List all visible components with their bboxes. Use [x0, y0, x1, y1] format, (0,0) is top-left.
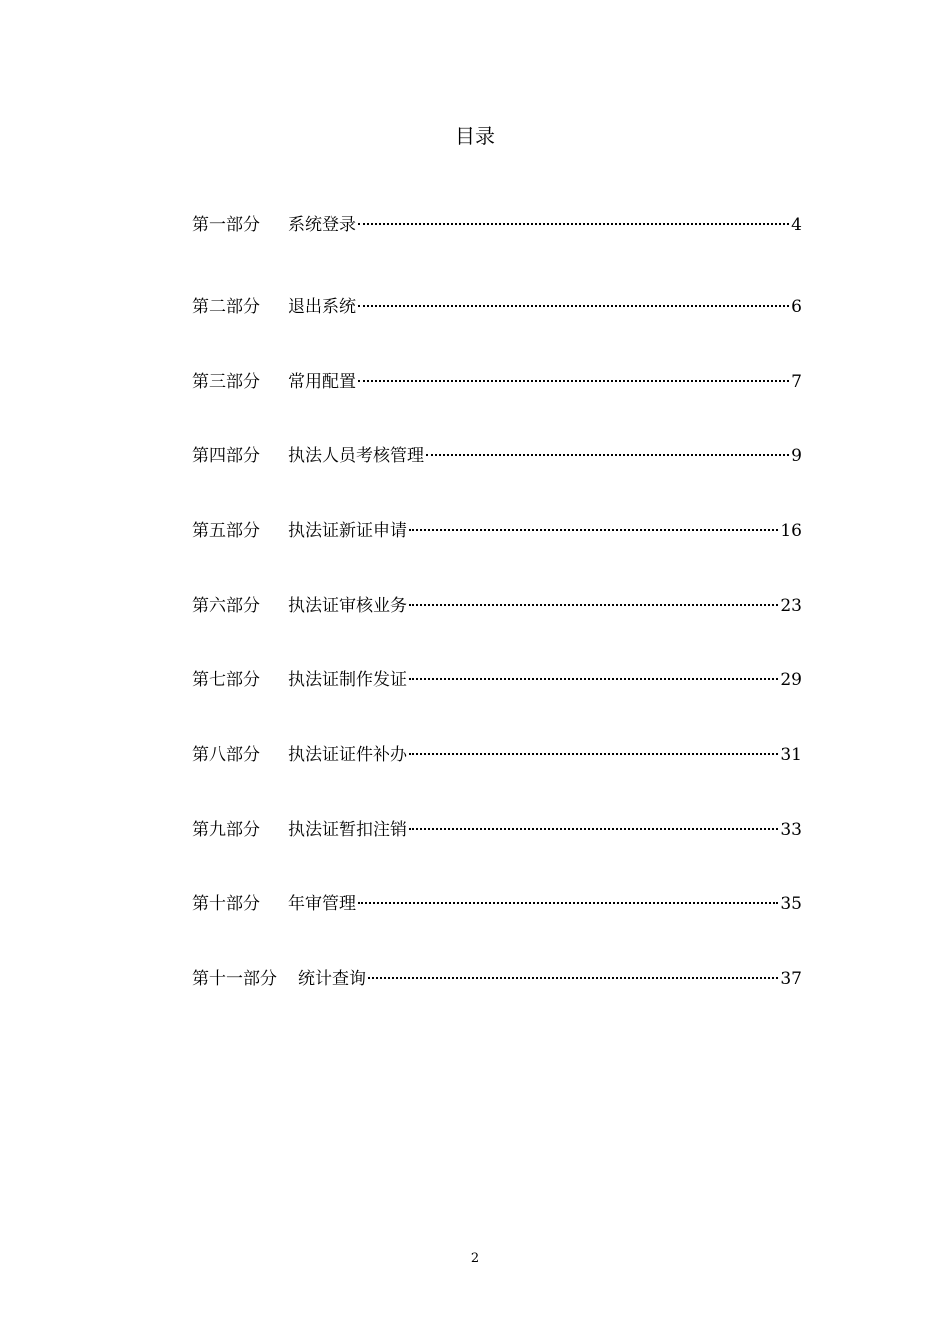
- toc-title: 目录: [455, 124, 495, 148]
- toc-entry-name: 执法证暂扣注销: [288, 820, 407, 840]
- toc-entry-name: 统计查询: [298, 969, 366, 989]
- toc-entry-part: 第十部分: [192, 894, 260, 914]
- toc-entry-name: 退出系统: [288, 297, 356, 317]
- toc-entry[interactable]: [192, 736, 802, 765]
- toc-entry[interactable]: [192, 288, 802, 317]
- toc-entry[interactable]: [192, 661, 802, 690]
- page-number: 2: [470, 1251, 480, 1266]
- toc-entry[interactable]: [192, 885, 802, 914]
- toc-entry-page: 4: [791, 215, 802, 235]
- toc-entry-page: 37: [780, 969, 802, 989]
- toc-entry-page: 35: [780, 894, 802, 914]
- toc-dot-leader: [358, 885, 778, 909]
- toc-entry-page: 31: [780, 745, 802, 765]
- toc-entry-part: 第三部分: [192, 372, 260, 392]
- toc-dot-leader: [368, 960, 778, 984]
- toc-entry-part: 第七部分: [192, 670, 260, 690]
- toc-entry-page: 7: [791, 372, 802, 392]
- toc-entry-part: 第九部分: [192, 820, 260, 840]
- toc-entry-part: 第六部分: [192, 596, 260, 616]
- toc-entry-name: 系统登录: [288, 215, 356, 235]
- toc-dot-leader: [409, 811, 778, 835]
- toc-entry[interactable]: [192, 437, 802, 466]
- toc-entry-part: 第二部分: [192, 297, 260, 317]
- toc-entry-name: 执法证审核业务: [288, 596, 407, 616]
- toc-entry-page: 9: [791, 446, 802, 466]
- toc-entry-name: 执法证制作发证: [288, 670, 407, 690]
- toc-entry-page: 33: [780, 820, 802, 840]
- toc-entry-page: 29: [780, 670, 802, 690]
- toc-entry-page: 6: [791, 297, 802, 317]
- toc-entry[interactable]: [192, 363, 802, 392]
- toc-dot-leader: [358, 288, 789, 312]
- toc-entry-part: 第八部分: [192, 745, 260, 765]
- toc-entry-part: 第四部分: [192, 446, 260, 466]
- toc-entry-page: 16: [780, 521, 802, 541]
- toc-entry-name: 执法人员考核管理: [288, 446, 424, 466]
- toc-entry[interactable]: [192, 587, 802, 616]
- toc-dot-leader: [409, 512, 778, 536]
- toc-entry[interactable]: [192, 960, 802, 989]
- toc-entry[interactable]: [192, 811, 802, 840]
- toc-dot-leader: [409, 587, 778, 611]
- toc-entry[interactable]: [192, 512, 802, 541]
- toc-entry-part: 第五部分: [192, 521, 260, 541]
- toc-entry-name: 执法证证件补办: [288, 745, 407, 765]
- toc-entry[interactable]: [192, 206, 802, 235]
- toc-dot-leader: [409, 661, 778, 685]
- toc-entry-page: 23: [780, 596, 802, 616]
- toc-dot-leader: [358, 206, 789, 230]
- toc-entry-name: 常用配置: [288, 372, 356, 392]
- toc-entry-part: 第一部分: [192, 215, 260, 235]
- toc-entry-name: 执法证新证申请: [288, 521, 407, 541]
- toc-dot-leader: [409, 736, 778, 760]
- toc-dot-leader: [358, 363, 789, 387]
- toc-dot-leader: [426, 437, 789, 461]
- toc-entry-name: 年审管理: [288, 894, 356, 914]
- toc-entry-part: 第十一部分: [192, 969, 277, 989]
